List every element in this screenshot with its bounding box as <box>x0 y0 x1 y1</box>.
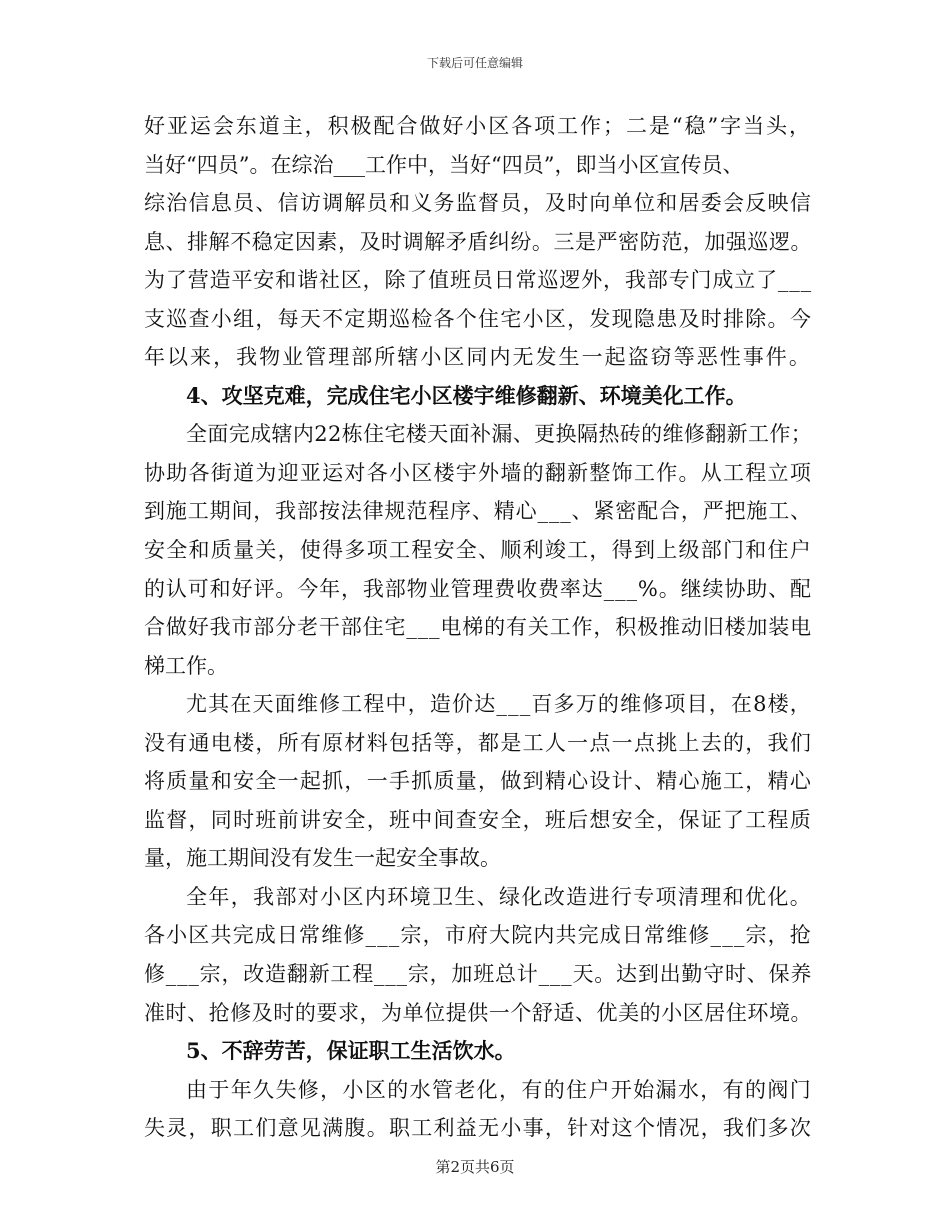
text-line: 全面完成辖内22栋住宅楼天面补漏、更换隔热砖的维修翻新工作； <box>186 422 813 447</box>
text-line: 息、排解不稳定因素，及时调解矛盾纠纷。三是严密防范，加强巡逻。 <box>144 229 813 254</box>
text-line: 监督，同时班前讲安全，班中间查安全，班后想安全，保证了工程质 <box>144 807 813 832</box>
page-header: 下载后可任意编辑 <box>426 56 523 70</box>
text-line: 将质量和安全一起抓，一手抓质量，做到精心设计、精心施工，精心 <box>144 769 813 794</box>
text-line: 的认可和好评。今年，我部物业管理费收费率达___%。继续协助、配 <box>144 576 812 601</box>
text-line: 尤其在天面维修工程中，造价达___百多万的维修项目，在8楼， <box>186 692 812 717</box>
text-line: 失灵，职工们意见满腹。职工利益无小事，针对这个情况，我们多次 <box>144 1116 813 1141</box>
text-line: 协助各街道为迎亚运对各小区楼宇外墙的翻新整饰工作。从工程立项 <box>144 460 813 485</box>
text-line: 安全和质量关，使得多项工程安全、顺利竣工，得到上级部门和住户 <box>144 538 813 563</box>
text-line: 修___宗，改造翻新工程___宗，加班总计___天。达到出勤守时、保养 <box>144 962 813 987</box>
text-line: 量，施工期间没有发生一起安全事故。 <box>144 846 501 871</box>
text-line: 合做好我市部分老干部住宅___电梯的有关工作，积极推动旧楼加装电 <box>144 615 813 640</box>
page-number-footer: 第2页共6页 <box>435 1158 515 1176</box>
section-heading: 4、攻坚克难，完成住宅小区楼宇维修翻新、环境美化工作。 <box>186 382 747 408</box>
text-line: 好亚运会东道主，积极配合做好小区各项工作；二是“稳”字当头， <box>144 114 812 138</box>
text-line: 全年，我部对小区内环境卫生、绿化改造进行专项清理和优化。 <box>186 884 813 909</box>
section-heading: 5、不辞劳苦，保证职工生活饮水。 <box>186 1038 516 1064</box>
text-line: 综治信息员、信访调解员和义务监督员，及时向单位和居委会反映信 <box>144 191 813 216</box>
text-line: 年以来，我物业管理部所辖小区同内无发生一起盗窃等恶性事件。 <box>144 345 812 370</box>
text-line: 准时、抢修及时的要求，为单位提供一个舒适、优美的小区居住环境。 <box>144 1000 813 1025</box>
text-line: 到施工期间，我部按法律规范程序、精心___、紧密配合，严把施工、 <box>144 499 813 524</box>
text-line: 没有通电楼，所有原材料包括等，都是工人一点一点挑上去的，我们 <box>144 730 813 755</box>
text-line: 为了营造平安和谐社区，除了值班员日常巡逻外，我部专门成立了___ <box>144 268 813 293</box>
text-line: 各小区共完成日常维修___宗，市府大院内共完成日常维修___宗，抢 <box>144 923 812 948</box>
text-line: 当好“四员”。在综治___工作中，当好“四员”，即当小区宣传员、 <box>144 152 744 177</box>
text-line: 支巡查小组，每天不定期巡检各个住宅小区，发现隐患及时排除。今 <box>144 306 813 331</box>
document-body <box>144 107 812 1148</box>
text-line: 由于年久失修，小区的水管老化，有的住户开始漏水，有的阀门 <box>186 1077 813 1102</box>
text-line: 梯工作。 <box>144 653 228 678</box>
